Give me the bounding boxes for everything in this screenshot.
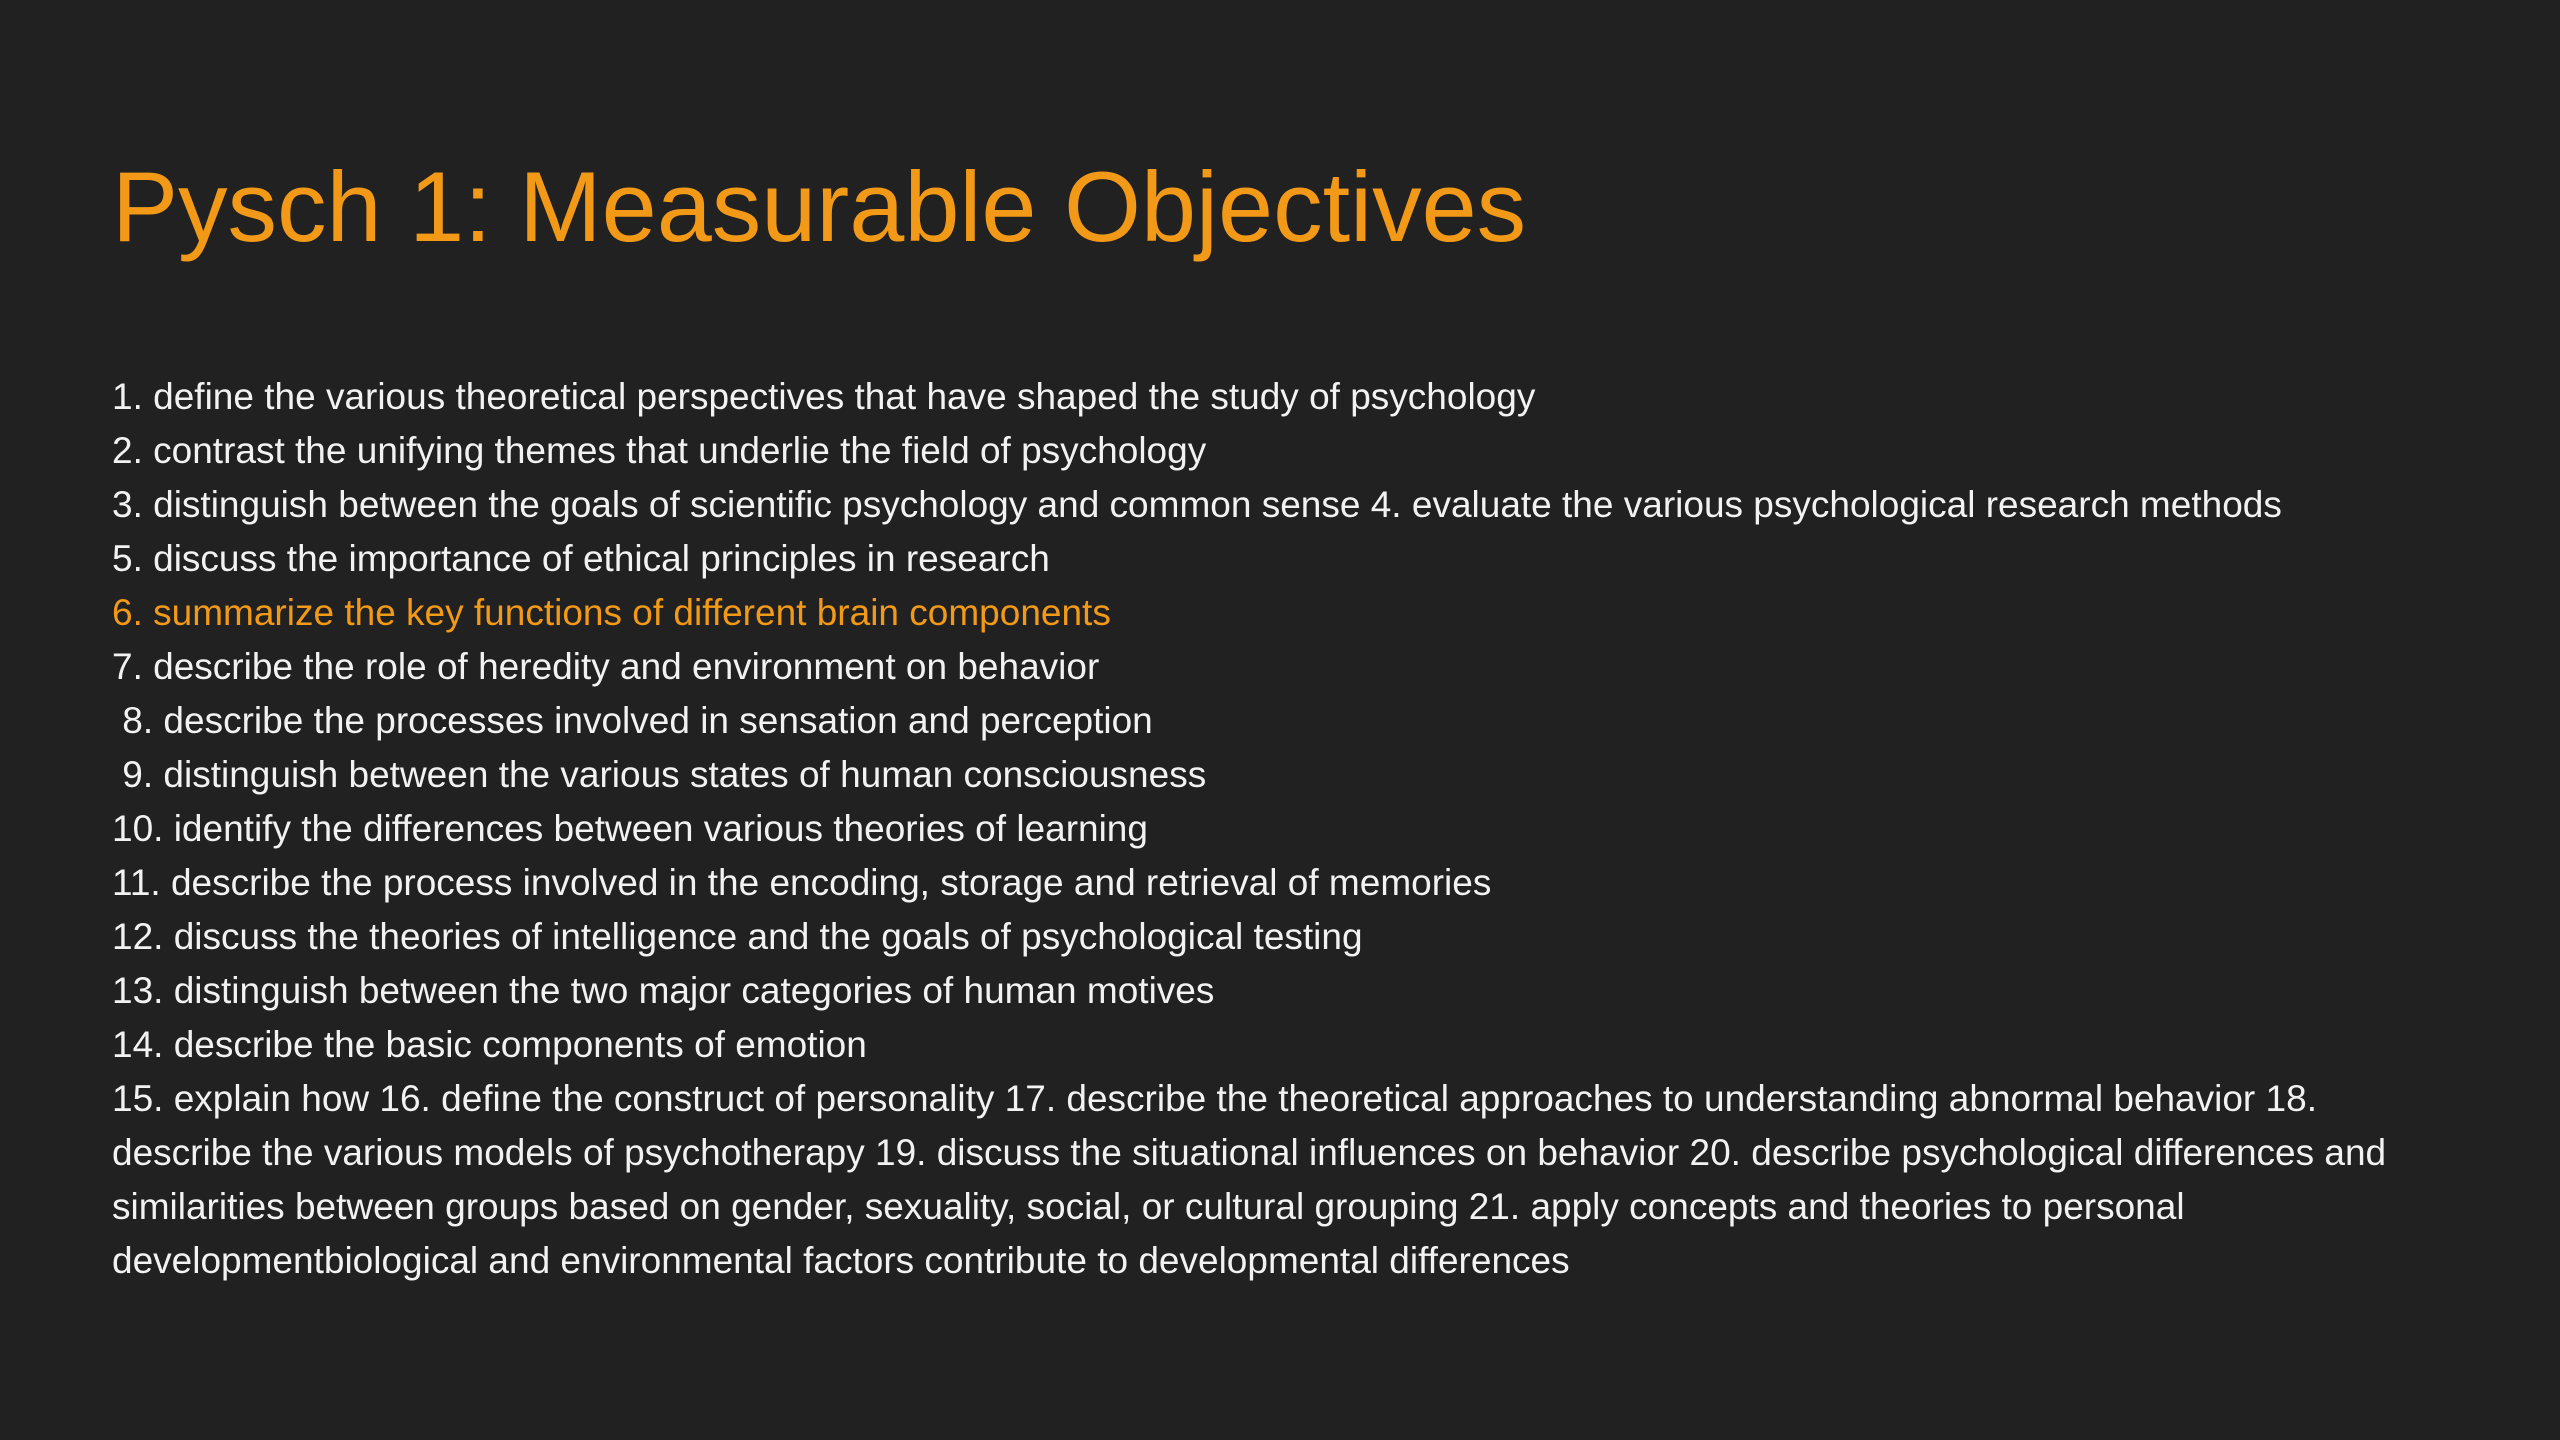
- objective-item: 3. distinguish between the goals of scientific psychology and common sense 4. evaluate the various psychological research methods: [112, 484, 2282, 525]
- objective-item: 5. discuss the importance of ethical principles in research: [112, 538, 1050, 579]
- slide-title: Pysch 1: Measurable Objectives: [112, 151, 1527, 262]
- objective-item: 14. describe the basic components of emotion: [112, 1024, 867, 1065]
- objective-item: 8. describe the processes involved in sensation and perception: [112, 700, 1153, 741]
- objective-item: 15. explain how 16. define the construct of personality 17. describe the theoretical approaches to understanding abnormal behavior 18. describe the various models of psychotherapy 19. discuss the situational influences on behavior 20. describe psychological differences and similarities between groups based on gender, sexuality, social, or cultural grouping 21. apply concepts and theories to personal developmentbiological and environmental factors contribute to developmental differences: [112, 1078, 2397, 1281]
- objective-item: 9. distinguish between the various states of human consciousness: [112, 754, 1207, 795]
- objective-item: 13. distinguish between the two major categories of human motives: [112, 970, 1215, 1011]
- objective-item-highlighted: 6. summarize the key functions of different brain components: [112, 592, 1111, 633]
- objective-item: 10. identify the differences between various theories of learning: [112, 808, 1148, 849]
- objectives-list: [112, 370, 2452, 1288]
- objective-item: 11. describe the process involved in the encoding, storage and retrieval of memories: [112, 862, 1492, 903]
- objective-item: 7. describe the role of heredity and environment on behavior: [112, 646, 1100, 687]
- objective-item: 2. contrast the unifying themes that underlie the field of psychology: [112, 430, 1207, 471]
- objective-item: 1. define the various theoretical perspectives that have shaped the study of psychology: [112, 376, 1536, 417]
- objective-item: 12. discuss the theories of intelligence and the goals of psychological testing: [112, 916, 1363, 957]
